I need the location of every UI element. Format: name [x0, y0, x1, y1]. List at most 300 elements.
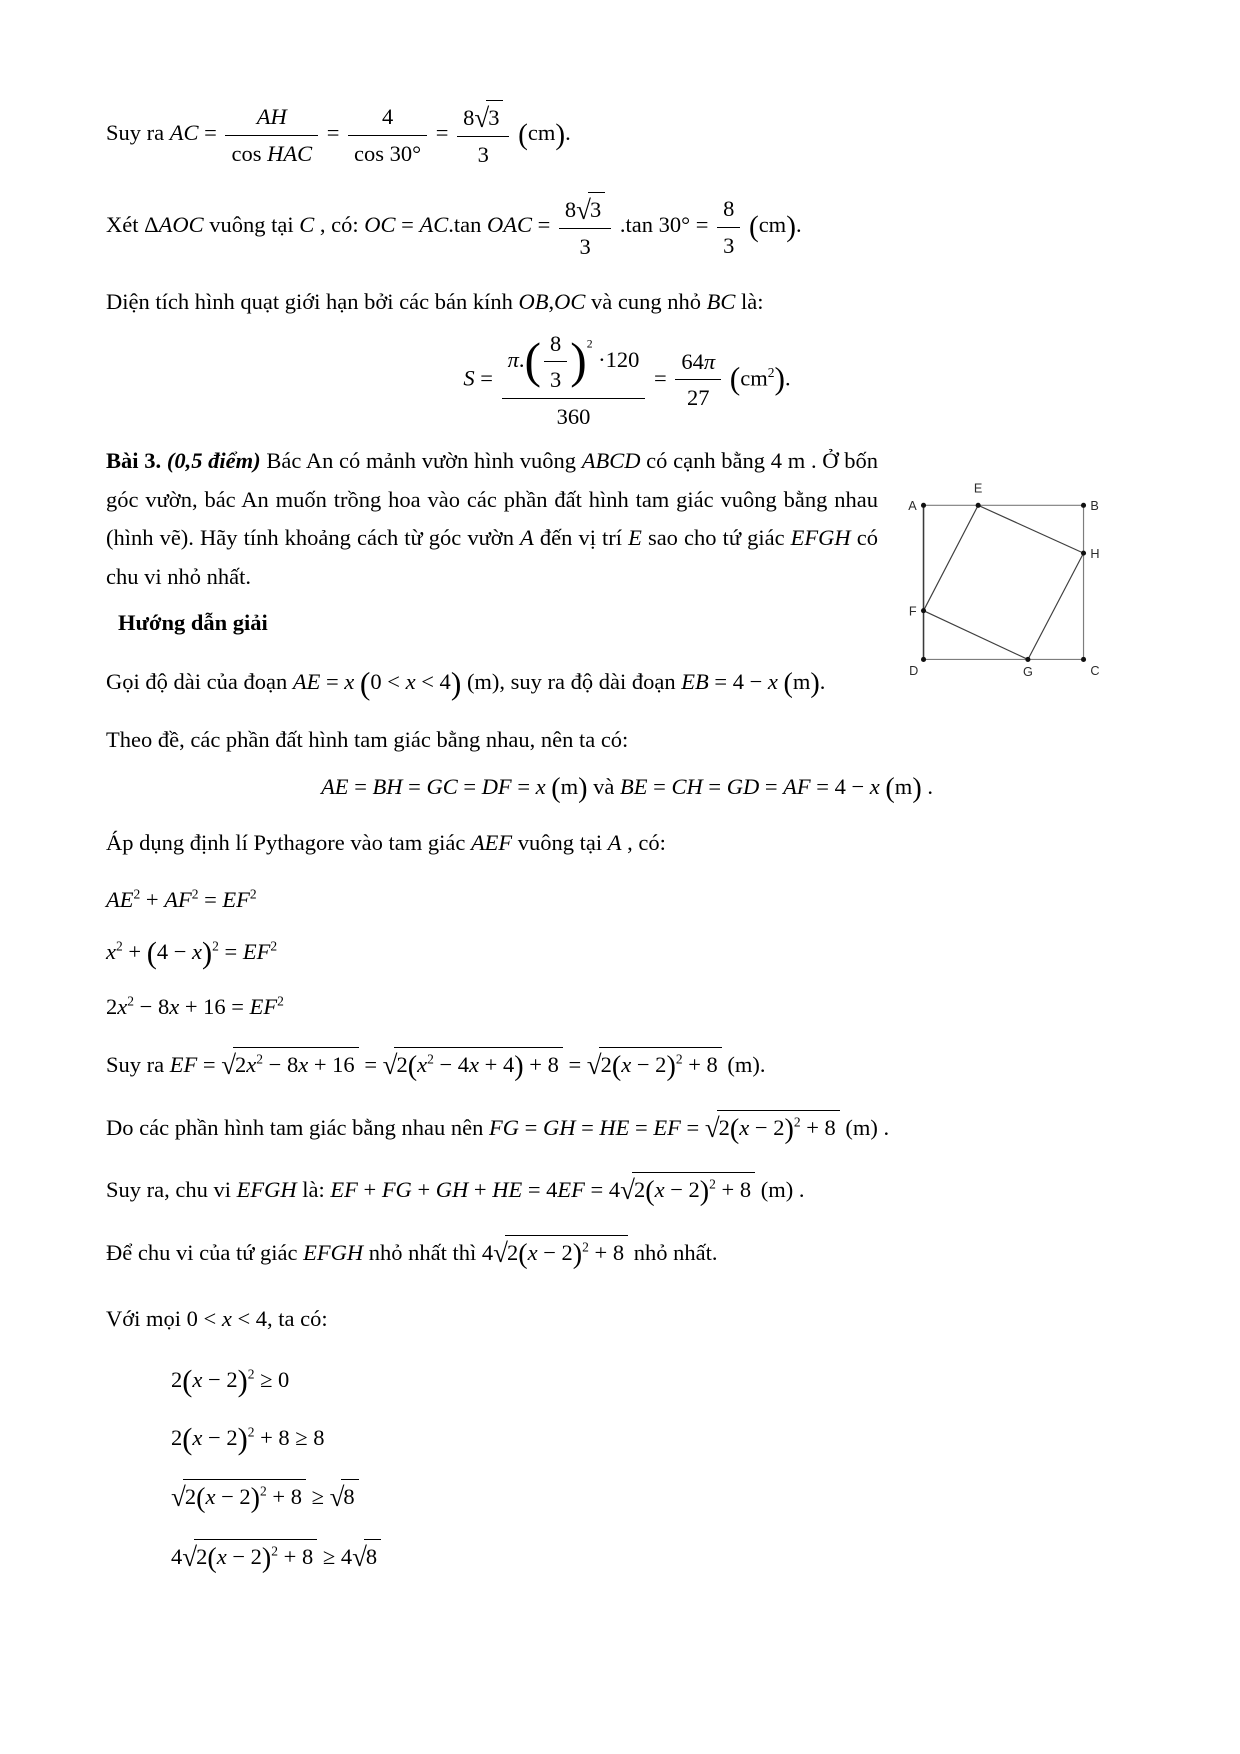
- superscript: 2: [675, 1051, 683, 1067]
- text-run: =: [648, 364, 673, 390]
- text-run: EF: [242, 938, 271, 964]
- text-run: .: [819, 669, 826, 695]
- edge-EH: [978, 505, 1083, 553]
- text-run: S: [463, 364, 475, 390]
- stretched-paren: (: [146, 935, 157, 970]
- square-root: [171, 1479, 306, 1513]
- text-run: EF: [249, 994, 278, 1020]
- stretched-paren: (: [551, 773, 561, 805]
- square-root: [474, 100, 503, 134]
- text-run: 3: [590, 197, 602, 222]
- text-run: =: [197, 1051, 222, 1077]
- text-run: + 8: [278, 1543, 314, 1569]
- text-run: =: [358, 1051, 383, 1077]
- radical-sign: √: [182, 1541, 198, 1572]
- text-run: BE: [620, 774, 648, 800]
- radical-sign: √: [576, 195, 591, 225]
- text-run: HAC: [267, 140, 313, 166]
- text-run: x: [621, 1051, 632, 1077]
- radical-sign: √: [620, 1174, 635, 1205]
- text-run: E: [628, 525, 642, 551]
- superscript: 2: [247, 1366, 255, 1382]
- text-run: có cạnh bằng 4 m . Ở bốn góc vườn, bác An muốn trồng hoa vào các phần đất hình tam giác vuông bằng nhau (hình vẽ). Hãy tính khoảng cách từ góc vườn: [106, 448, 879, 551]
- text-run: 8: [723, 196, 735, 221]
- text-run: AE: [106, 887, 134, 913]
- text-run: 27: [687, 385, 710, 411]
- stretched-paren: (: [359, 665, 371, 701]
- text-run: +: [357, 1176, 382, 1202]
- superscript: 2: [249, 886, 257, 902]
- text-run: 0 <: [370, 669, 406, 695]
- text-run: x: [246, 1051, 257, 1077]
- stretched-paren: ): [572, 1239, 583, 1271]
- stretched-paren: ): [666, 1050, 676, 1082]
- stretched-paren: (: [207, 1542, 217, 1574]
- text-run: x: [205, 1484, 216, 1510]
- section-sector-area: [106, 100, 1148, 432]
- stretched-paren: (: [783, 668, 793, 700]
- text-run: x: [192, 1424, 203, 1450]
- figure-label-b: B: [1090, 499, 1099, 514]
- text-run: x: [739, 1115, 750, 1141]
- text-run: EF: [330, 1176, 358, 1202]
- text-run: nhỏ nhất.: [628, 1240, 718, 1266]
- superscript: 2: [793, 1114, 801, 1130]
- stretched-paren: (: [524, 333, 541, 389]
- text-run: + 8: [588, 1240, 625, 1266]
- bai3-problem-text: [106, 442, 878, 597]
- text-run: Gọi độ dài của đoạn: [106, 669, 293, 695]
- text-run: sao cho tứ giác: [641, 525, 791, 551]
- text-run: 8: [343, 1484, 355, 1510]
- text-run: cos: [231, 140, 268, 166]
- text-run: FG: [381, 1176, 412, 1202]
- text-run: x: [192, 1367, 203, 1393]
- stretched-paren: (: [729, 1114, 740, 1146]
- text-run: ≥ 4: [317, 1543, 353, 1569]
- text-run: Để chu vi của tứ giác: [106, 1240, 304, 1266]
- line-ineq-2: [106, 1422, 1148, 1454]
- text-run: Diện tích hình quạt giới hạn bởi các bán kính: [106, 289, 519, 314]
- fraction: [225, 101, 318, 169]
- edge-FE: [924, 505, 979, 610]
- text-run: 3: [477, 141, 489, 167]
- superscript: 2: [277, 993, 284, 1009]
- text-run: =: [430, 120, 455, 146]
- square-root: [493, 1235, 628, 1269]
- text-run: +: [122, 938, 147, 964]
- line-oc-derivation: [106, 192, 1148, 262]
- text-run: − 2: [631, 1051, 667, 1077]
- text-run: =: [680, 1115, 705, 1141]
- text-run: =: [562, 1051, 587, 1077]
- line-ac-derivation: [106, 100, 1148, 170]
- stretched-paren: ): [250, 1483, 261, 1515]
- text-run: =: [320, 669, 345, 695]
- text-run: (m) .: [755, 1176, 805, 1202]
- stretched-paren: (: [611, 1050, 622, 1082]
- text-run: 3: [723, 232, 735, 258]
- text-run: =: [519, 1115, 543, 1141]
- line-eq-3: [106, 991, 1148, 1023]
- text-run: =: [218, 938, 243, 964]
- text-run: − 2: [537, 1240, 573, 1266]
- fraction-numerator: [559, 192, 611, 229]
- radical-sign: √: [221, 1049, 237, 1080]
- text-run: x: [216, 1543, 227, 1569]
- figure-label-d: D: [909, 664, 919, 678]
- text-run: = 4 −: [708, 669, 768, 695]
- superscript: 2: [270, 938, 278, 954]
- text-run: =: [198, 120, 223, 146]
- line-min-condition: [106, 1235, 1148, 1269]
- text-run: =: [474, 364, 499, 390]
- stretched-paren: ): [578, 773, 588, 805]
- fraction: [717, 193, 740, 261]
- text-run: là:: [296, 1176, 331, 1202]
- fraction: [457, 100, 509, 170]
- text-run: x: [298, 1051, 309, 1077]
- text-run: HE: [599, 1115, 630, 1141]
- text-run: =: [575, 1115, 600, 1141]
- text-run: GH: [435, 1176, 469, 1202]
- stretched-paren: (: [182, 1364, 193, 1399]
- text-run: + 4: [479, 1051, 515, 1077]
- text-run: OC: [554, 289, 586, 314]
- line-theo-de: [106, 724, 1148, 756]
- text-run: 2: [235, 1051, 247, 1077]
- line-fg-gh-he: [106, 1110, 1148, 1144]
- stretched-paren: (: [407, 1050, 418, 1082]
- text-run: + 8: [715, 1176, 752, 1202]
- text-run: − 2: [202, 1367, 238, 1393]
- text-run: x: [405, 669, 416, 695]
- text-run: =: [348, 774, 373, 800]
- fraction-denominator: [502, 399, 646, 433]
- stretched-paren: ): [237, 1364, 248, 1399]
- text-run: cm: [527, 120, 556, 146]
- text-run: + 16: [308, 1051, 355, 1077]
- text-run: Suy ra: [106, 1051, 170, 1077]
- text-run: và: [587, 774, 621, 800]
- stretched-paren: (: [885, 773, 895, 805]
- text-run: ,: [548, 289, 555, 314]
- line-eq-2: [106, 936, 1148, 968]
- text-run: = 4 −: [810, 774, 870, 800]
- point-D: [921, 657, 926, 662]
- text-run: − 2: [226, 1543, 262, 1569]
- text-run: 4: [381, 104, 394, 129]
- text-run: 3: [579, 233, 591, 259]
- text-run: 2: [396, 1051, 408, 1077]
- superscript: 2: [127, 993, 134, 1009]
- text-run: .: [518, 346, 525, 372]
- text-run: OAC: [486, 212, 532, 238]
- superscript: 2: [709, 1176, 716, 1192]
- fraction-numerator: [502, 328, 646, 399]
- text-run: m: [792, 669, 811, 695]
- text-run: m: [894, 774, 913, 800]
- text-run: EFGH: [236, 1176, 297, 1202]
- text-run: x: [527, 1240, 538, 1266]
- text-run: − 8: [134, 994, 170, 1020]
- radical-body: [233, 1047, 359, 1081]
- text-run: EB: [681, 669, 709, 695]
- text-run: 64: [681, 348, 704, 374]
- text-run: cm: [740, 364, 768, 390]
- text-run: A: [607, 829, 622, 855]
- text-run: GH: [542, 1115, 576, 1141]
- text-run: π: [507, 346, 519, 372]
- text-run: AF: [783, 774, 811, 800]
- text-run: EF: [653, 1115, 681, 1141]
- line-eq-1: [106, 884, 1148, 916]
- radical-body: [486, 100, 503, 134]
- stretched-paren: ): [912, 773, 922, 805]
- text-run: AC: [419, 212, 449, 238]
- text-run: DF: [481, 774, 512, 800]
- fraction: [675, 346, 721, 414]
- fraction-denominator: [348, 136, 427, 170]
- text-run: GC: [426, 774, 458, 800]
- stretched-paren: (: [729, 361, 741, 397]
- text-run: ≥ 0: [254, 1367, 290, 1393]
- radical-sign: √: [329, 1482, 345, 1513]
- text-run: 2: [171, 1367, 183, 1393]
- text-run: Bác An có mảnh vườn hình vuông: [266, 448, 582, 473]
- fraction-numerator: [457, 100, 509, 137]
- superscript: 2: [271, 1543, 279, 1559]
- text-run: AOC: [158, 212, 204, 238]
- text-run: Theo đề, các phần đất hình tam giác bằng nhau, nên ta có:: [106, 726, 629, 752]
- text-run: (m) .: [839, 1115, 890, 1141]
- text-run: 2: [196, 1543, 208, 1569]
- line-voi-moi: [106, 1303, 1148, 1335]
- text-run: OB: [518, 289, 549, 314]
- text-run: < 4: [415, 669, 451, 695]
- text-run: AE: [292, 669, 321, 695]
- radical-body: [341, 1479, 358, 1513]
- text-run: vuông tại: [203, 212, 300, 238]
- figure-label-e: E: [973, 481, 983, 496]
- point-H: [1081, 551, 1086, 556]
- text-run: =: [321, 120, 346, 146]
- stretched-paren: ): [699, 1175, 710, 1207]
- text-run: AH: [256, 104, 287, 129]
- text-run: x: [869, 774, 880, 800]
- superscript: 2: [116, 938, 123, 954]
- text-run: − 8: [263, 1051, 299, 1077]
- stretched-paren: ): [261, 1542, 272, 1574]
- text-run: 2: [184, 1484, 197, 1510]
- text-run: =: [702, 774, 727, 800]
- text-run: .: [785, 364, 791, 390]
- edge-HG: [1028, 553, 1084, 659]
- text-run: x: [169, 994, 180, 1020]
- fraction-numerator: [348, 101, 427, 136]
- text-run: m: [560, 774, 579, 800]
- text-run: cm: [758, 212, 787, 238]
- figure-label-g: G: [1022, 665, 1033, 678]
- text-run: cos 30°: [354, 140, 422, 166]
- text-run: Với mọi 0 <: [106, 1305, 222, 1331]
- radical-body: [364, 1539, 381, 1573]
- text-run: < 4, ta có:: [231, 1305, 328, 1331]
- fraction-numerator: [675, 346, 721, 381]
- point-A: [921, 503, 926, 508]
- text-run: .tan: [448, 212, 487, 238]
- stretched-paren: ): [570, 333, 587, 389]
- radical-body: [505, 1235, 628, 1269]
- text-run: .: [565, 120, 571, 146]
- stretched-paren: ): [784, 1114, 794, 1146]
- radical-body: [183, 1479, 306, 1513]
- text-run: 2: [171, 1424, 183, 1450]
- text-run: , có:: [621, 829, 666, 855]
- text-run: OC: [364, 212, 396, 238]
- fraction-denominator: [544, 362, 567, 396]
- text-run: Bài 3.: [106, 448, 167, 473]
- square-root: [576, 192, 605, 226]
- text-run: 2: [718, 1115, 730, 1141]
- fraction: [348, 101, 427, 169]
- line-sector-formula: [106, 328, 1148, 433]
- text-run: AC: [169, 120, 199, 146]
- radical-body: [632, 1172, 755, 1206]
- point-B: [1081, 503, 1086, 508]
- text-run: − 2: [202, 1424, 238, 1450]
- text-run: ABCD: [581, 448, 641, 473]
- line-ef-derivation: [106, 1047, 1148, 1081]
- text-run: x: [221, 1305, 232, 1331]
- text-run: − 2: [215, 1484, 251, 1510]
- figure-label-f: F: [908, 604, 917, 619]
- text-run: 2: [633, 1176, 646, 1202]
- superscript: 2: [212, 938, 219, 954]
- radical-sign: √: [704, 1113, 720, 1144]
- text-run: GD: [726, 774, 760, 800]
- text-run: (0,5 điểm): [166, 448, 267, 473]
- text-run: + 8: [800, 1115, 836, 1141]
- stretched-paren: (: [748, 210, 759, 243]
- fraction-numerator: [717, 193, 740, 228]
- superscript: 2: [133, 886, 141, 902]
- text-run: EF: [169, 1051, 198, 1077]
- radical-sign: √: [474, 103, 490, 133]
- text-run: x: [344, 669, 355, 695]
- stretched-paren: ): [514, 1050, 524, 1082]
- text-run: AEF: [470, 829, 513, 855]
- text-run: EF: [222, 887, 250, 913]
- point-C: [1081, 657, 1086, 662]
- edge-GF: [924, 611, 1028, 660]
- line-sector-intro: [106, 286, 1148, 318]
- superscript: 2: [427, 1051, 434, 1067]
- superscript: 2: [582, 1239, 589, 1255]
- text-run: EFGH: [303, 1240, 364, 1266]
- text-run: A: [520, 525, 534, 551]
- point-G: [1025, 657, 1030, 662]
- text-run: =: [647, 774, 672, 800]
- section-solution: [106, 604, 1148, 1574]
- text-run: 3: [549, 367, 562, 392]
- text-run: 4 −: [156, 938, 193, 964]
- text-run: 8: [463, 105, 475, 130]
- fraction-numerator: [544, 328, 567, 363]
- text-run: − 2: [749, 1115, 785, 1141]
- text-run: EF: [557, 1176, 585, 1202]
- radical-sign: √: [352, 1541, 367, 1572]
- text-run: vuông tại: [512, 829, 608, 855]
- text-run: 2: [600, 1051, 612, 1077]
- text-run: 3: [488, 105, 500, 130]
- superscript: 2: [256, 1051, 264, 1067]
- radical-body: [194, 1539, 317, 1573]
- text-run: Suy ra, chu vi: [106, 1176, 237, 1202]
- text-run: và cung nhỏ: [585, 289, 707, 314]
- text-run: x: [469, 1051, 480, 1077]
- text-run: =: [629, 1115, 654, 1141]
- text-run: =: [511, 774, 536, 800]
- superscript: 2: [767, 364, 775, 380]
- text-run: BC: [706, 289, 736, 314]
- text-run: − 2: [664, 1176, 700, 1202]
- text-run: − 4: [433, 1051, 470, 1077]
- text-run: + 8 ≥ 8: [254, 1424, 325, 1450]
- text-run: + 8: [266, 1484, 302, 1510]
- text-run: x: [106, 938, 116, 964]
- text-run: 2: [106, 994, 118, 1020]
- square-root: [352, 1539, 381, 1573]
- text-run: 360: [556, 403, 591, 429]
- radical-body: [717, 1110, 840, 1144]
- superscript: 2: [260, 1483, 267, 1499]
- text-run: = 4: [522, 1176, 558, 1202]
- square-root: [383, 1047, 563, 1081]
- fraction-denominator: [675, 380, 721, 414]
- text-run: +: [411, 1176, 436, 1202]
- text-run: là:: [735, 289, 764, 314]
- text-run: ·120: [592, 346, 640, 372]
- text-run: (m).: [721, 1051, 766, 1077]
- point-F: [921, 608, 926, 613]
- line-equal-segments: [106, 771, 1148, 803]
- text-run: =: [402, 774, 427, 800]
- figure-label-c: C: [1090, 664, 1100, 678]
- text-run: Suy ra: [106, 120, 170, 146]
- fraction-denominator: [559, 229, 611, 263]
- fraction: [502, 328, 646, 433]
- text-run: đến vị trí: [533, 525, 629, 551]
- stretched-paren: ): [810, 668, 820, 700]
- square-root: [221, 1047, 358, 1081]
- stretched-paren: ): [237, 1421, 248, 1456]
- text-run: FG: [489, 1115, 519, 1141]
- square-root: [705, 1110, 840, 1144]
- text-run: nhỏ nhất thì 4: [363, 1240, 494, 1266]
- square-garden-diagram: [902, 478, 1107, 678]
- square-root: [330, 1479, 359, 1513]
- text-run: x: [192, 938, 203, 964]
- text-run: có chu vi nhỏ nhất.: [106, 525, 878, 590]
- text-run: 2: [506, 1240, 519, 1266]
- text-run: x: [767, 669, 778, 695]
- text-run: Áp dụng định lí Pythagore vào tam giác: [106, 829, 471, 855]
- text-run: =: [395, 212, 420, 238]
- text-run: 8: [564, 197, 577, 222]
- text-run: .tan 30° =: [614, 212, 715, 238]
- fraction-denominator: [717, 228, 740, 262]
